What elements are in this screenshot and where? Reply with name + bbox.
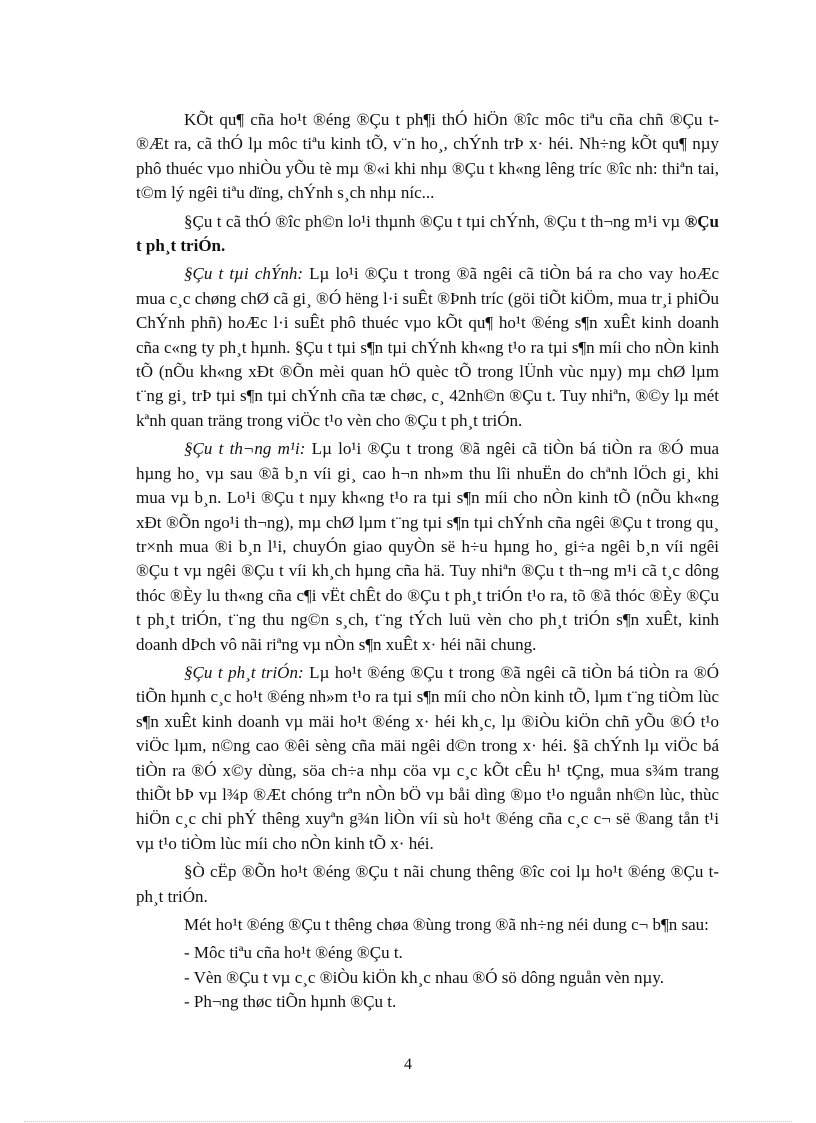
term-financial-investment: §Çu t tµi chÝnh: [184, 264, 303, 284]
paragraph-text: §Çu t cã thÓ ®îc ph©n lo¹i thµnh ®Çu t tµi chÝnh, ®Çu t th¬ng m¹i vµ [184, 211, 685, 231]
paragraph-text: Lµ lo¹i ®Çu t trong ®ã ngêi cã tiÒn bá tiÒn ra ®Ó mua hµng ho¸ vµ sau ®ã b¸n víi gi¸ cao h¬n nh»m thu lîi nhuËn do chªnh lÖch gi¸ khi mua vµ b¸n. Lo¹i ®Çu t nµy kh«ng t¹o ra tµi s¶n míi cho nÒn kinh tÕ (nÕu kh«ng xÐt ®Õn ngo¹i th¬ng), mµ chØ lµm t¨ng tµi s¶n tµi chÝnh cña ngêi ®Çu t trong qu¸ tr×nh mua ®i b¸n l¹i, chuyÓn giao quyÒn së h÷u hµng ho¸ gi÷a ngêi b¸n víi ngêi ®Çu t vµ ngêi ®Çu t víi kh¸ch hµng cña hä. Tuy nhiªn ®Çu t th¬ng m¹i cã t¸c dông thóc ®Èy lu th«ng cña c¶i vËt chÊt do ®Çu t ph¸t triÓn t¹o ra, tõ ®ã thóc ®Èy ®Çu t ph¸t triÓn, t¨ng thu ng©n s¸ch, t¨ng tÝch luü vèn cho ph¸t triÓn s¶n xuÊt, kinh doanh dÞch vô nãi riªng vµ nÒn s¶n xuÊt x· héi nãi chung. [136, 439, 719, 654]
bold-term-development-investment: ®Çu t ph¸t triÓn. [136, 211, 719, 256]
paragraph-contents-intro [136, 913, 719, 937]
paragraph-financial-investment [136, 262, 719, 433]
paragraph-text: §Ò cËp ®Õn ho¹t ®éng ®Çu t nãi chung thêng ®îc coi lµ ho¹t ®éng ®Çu t ph¸t triÓn. [136, 862, 719, 906]
paragraph-general-reference [136, 860, 719, 909]
paragraph-text: Lµ lo¹i ®Çu t trong ®ã ngêi cã tiÒn bá ra cho vay hoÆc mua c¸c chøng chØ cã gi¸ ®Ó hëng l·i suÊt ®Þnh tríc (göi tiÕt kiÖm, mua tr¸i phiÕu ChÝnh phñ) hoÆc l·i suÊt phô thuéc vµo kÕt qu¶ ho¹t ®éng s¶n xuÊt kinh doanh cña c«ng ty ph¸t hµnh. §Çu t tµi s¶n tµi chÝnh kh«ng t¹o ra tµi s¶n míi cho nÒn kinh tÕ (nÕu kh«ng xÐt ®Õn mèi quan hÖ quèc tÕ trong lÜnh vùc nµy) mµ chØ lµm t¨ng gi¸ trÞ tµi s¶n tµi chÝnh cña tæ chøc, c¸ 42nh©n ®Çu t. Tuy nhiªn, ®©y lµ mét kªnh quan träng trong viÖc t¹o vèn cho ®Çu t ph¸t triÓn. [136, 264, 719, 430]
term-commercial-investment: §Çu t th¬ng m¹i: [184, 439, 306, 459]
list-item: - Môc tiªu cña ho¹t ®éng ®Çu t. [184, 943, 403, 963]
term-development-investment: §Çu t ph¸t triÓn: [184, 662, 304, 682]
page-number: 4 [404, 1056, 412, 1073]
paragraph-text: Mét ho¹t ®éng ®Çu t thêng chøa ®ùng trong ®ã nh÷ng néi dung c¬ b¶n sau: [184, 915, 709, 934]
paragraph-commercial-investment [136, 437, 719, 657]
paragraph-investment-classification [136, 210, 719, 259]
document-body [136, 108, 719, 1015]
paragraph-text: KÕt qu¶ cña ho¹t ®éng ®Çu t ph¶i thÓ hiÖn ®îc môc tiªu cña chñ ®Çu t ®Æt ra, cã thÓ lµ môc tiªu kinh tÕ, v¨n ho¸, chÝnh trÞ x· héi. Nh÷ng kÕt qu¶ nµy phô thuéc vµo nhiÒu yÕu tè mµ ®«i khi nhµ ®Çu t kh«ng lêng tríc ®îc nh: thiªn tai, t©m lý ngêi tiªu dïng, chÝnh s¸ch nhµ níc... [136, 110, 719, 203]
paragraph-investment-results [136, 108, 719, 206]
paragraph-text: Lµ ho¹t ®éng ®Çu t trong ®ã ngêi cã tiÒn bá tiÒn ra ®Ó tiÕn hµnh c¸c ho¹t ®éng nh»m t¹o ra tµi s¶n míi cho nÒn kinh tÕ, lµm t¨ng tiÒm lùc s¶n xuÊt kinh doanh vµ mäi ho¹t ®éng x· héi kh¸c, lµ ®iÒu kiÖn chñ yÕu ®Ó t¹o viÖc lµm, n©ng cao ®êi sèng cña mäi ngêi d©n trong x· héi. §ã chÝnh lµ viÖc bá tiÒn ra ®Ó x©y dùng, söa ch÷a nhµ cöa vµ c¸c kÕt cÊu h¹ tÇng, mua s¾m trang thiÕt bÞ vµ l¾p ®Æt chóng trªn nÒn bÖ vµ båi dìng ®µo t¹o nguån nh©n lùc, thùc hiÖn c¸c chi phÝ thêng xuyªn g¾n liÒn víi sù ho¹t ®éng cña c¸c c¬ së ®ang tån t¹i vµ t¹o tiÒm lùc míi cho nÒn kinh tÕ x· héi. [136, 662, 719, 853]
list-item: - Ph¬ng thøc tiÕn hµnh ®Çu t. [184, 992, 397, 1012]
page-bottom-divider [24, 1121, 792, 1122]
list-item: - Vèn ®Çu t vµ c¸c ®iÒu kiÖn kh¸c nhau ®Ó sö dông nguån vèn nµy. [184, 967, 664, 987]
paragraph-development-investment [136, 661, 719, 856]
